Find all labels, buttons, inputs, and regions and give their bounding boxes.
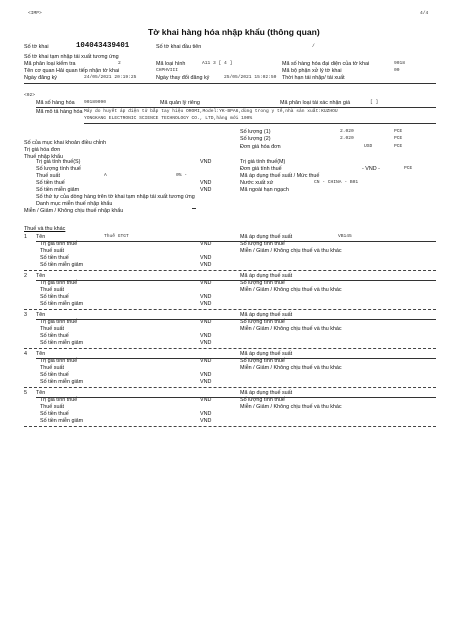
tax-thue-suat-label: Thuế suất bbox=[40, 365, 64, 371]
tax-tri-gia-currency: VND bbox=[200, 280, 212, 286]
tax-block-number: 1 bbox=[24, 234, 27, 240]
so-tien-thue-currency: VND bbox=[200, 180, 212, 186]
tax-ten-underline bbox=[36, 319, 436, 320]
so-luong-1-label: Số lượng (1) bbox=[240, 129, 271, 135]
tax-block-number: 3 bbox=[24, 312, 27, 318]
tax-tri-gia-currency: VND bbox=[200, 319, 212, 325]
ma-so-hh-dai-dien-label: Mã số hàng hóa đại diện của tờ khai bbox=[282, 61, 370, 67]
so-luong-2-unit: PCE bbox=[394, 136, 403, 141]
tax-so-tien-thue-label: Số tiền thuế bbox=[40, 255, 69, 261]
tax-tri-gia-currency: VND bbox=[200, 241, 212, 247]
tax-mien-giam-label: Miễn / Giảm / Không chịu thuế và thu khác bbox=[240, 365, 342, 371]
don-gia-tinh-thue-currency: - VND - bbox=[362, 166, 380, 172]
ngay-thay-doi-label: Ngày thay đổi đăng ký bbox=[156, 75, 210, 81]
general-underline bbox=[24, 83, 436, 84]
tax-tri-gia-label: Trị giá tính thuế bbox=[40, 319, 78, 325]
ten-co-quan-hq-value: CHPHVIII bbox=[156, 68, 179, 73]
tax-thue-suat-label: Thuế suất bbox=[40, 248, 64, 254]
so-thu-tu-label: Số thứ tự của dòng hàng trên tờ khai tạm nhập tái xuất tương ứng bbox=[36, 194, 195, 200]
slash: / bbox=[312, 44, 315, 49]
tax-so-tien-thue-currency: VND bbox=[200, 372, 212, 378]
ma-so-hh-dai-dien-value: 9018 bbox=[394, 61, 406, 66]
tax-tri-gia-currency: VND bbox=[200, 397, 212, 403]
tax-so-luong-label: Số lượng tính thuế bbox=[240, 280, 285, 286]
ma-mo-ta-label: Mã mô tả hàng hóa bbox=[36, 109, 83, 115]
tax-so-tien-mien-giam-label: Số tiền miễn giảm bbox=[40, 340, 84, 346]
mien-giam-dash bbox=[192, 208, 196, 209]
thue-suat-label: Thuế suất bbox=[36, 173, 60, 179]
tax-tri-gia-label: Trị giá tính thuế bbox=[40, 358, 78, 364]
so-to-khai-dau-tien-label: Số tờ khai đầu tiên bbox=[156, 44, 202, 50]
tax-ten-label: Tên bbox=[36, 390, 46, 396]
ma-bo-phan-xu-ly-value: 00 bbox=[394, 68, 400, 73]
ma-ap-dung-label: Mã áp dụng thuế suất / Mức thuế bbox=[240, 173, 320, 179]
danh-muc-mien-thue-label: Danh mục miễn thuế nhập khẩu bbox=[36, 201, 113, 207]
tax-so-tien-thue-label: Số tiền thuế bbox=[40, 411, 69, 417]
tax-thue-suat-label: Thuế suất bbox=[40, 287, 64, 293]
thue-suat-value: 0% - bbox=[176, 173, 188, 178]
ma-so-hang-hoa-label: Mã số hàng hóa bbox=[36, 100, 75, 106]
tax-so-tien-thue-label: Số tiền thuế bbox=[40, 333, 69, 339]
tax-ma-ap-dung-label: Mã áp dụng thuế suất bbox=[240, 312, 293, 318]
ma-phan-loai-tai-xac-nhan-value: [ ] bbox=[370, 100, 379, 105]
tax-so-luong-label: Số lượng tính thuế bbox=[240, 397, 285, 403]
tax-ma-ap-dung-label: Mã áp dụng thuế suất bbox=[240, 273, 293, 279]
so-tien-mien-giam-label: Số tiền miễn giảm bbox=[36, 187, 80, 193]
mo-ta-line-1: Máy do huyết áp điện tử bắp tay hiệu OROMI,Model:YK-BPA6,dùng trong y tế,nhà sản xuất:KUZHOU bbox=[84, 109, 338, 114]
tri-gia-tinh-thue-s-label: Trị giá tính thuế(S) bbox=[36, 159, 81, 165]
tax-ten-label: Tên bbox=[36, 312, 46, 318]
tax-ten-value: Thuế GTGT bbox=[104, 234, 129, 239]
tax-mien-giam-label: Miễn / Giảm / Không chịu thuế và thu khác bbox=[240, 326, 342, 332]
tax-so-tien-mien-giam-label: Số tiền miễn giảm bbox=[40, 301, 84, 307]
tax-so-tien-mien-giam-currency: VND bbox=[200, 379, 212, 385]
so-to-khai-tntx-label: Số tờ khai tạm nhập tái xuất tương ứng bbox=[24, 54, 119, 60]
tax-so-luong-label: Số lượng tính thuế bbox=[240, 358, 285, 364]
ma-bo-phan-xu-ly-label: Mã bộ phận xử lý tờ khai bbox=[282, 68, 342, 74]
ma-phan-loai-kiem-tra-value: 2 bbox=[118, 61, 121, 66]
tax-ma-ap-dung-value: VB145 bbox=[338, 234, 352, 239]
tax-thue-suat-label: Thuế suất bbox=[40, 404, 64, 410]
nuoc-xuat-xu-value: CN - CHINA - B01 bbox=[314, 180, 359, 185]
mien-giam-khong-chiu-label: Miễn / Giảm / Không chịu thuế nhập khẩu bbox=[24, 208, 124, 214]
tax-ten-underline bbox=[36, 397, 436, 398]
tax-ten-underline bbox=[36, 280, 436, 281]
tax-tri-gia-label: Trị giá tính thuế bbox=[40, 397, 78, 403]
so-to-khai-value: 104043439401 bbox=[76, 42, 130, 50]
so-luong-2-label: Số lượng (2) bbox=[240, 136, 271, 142]
tax-so-tien-mien-giam-label: Số tiền miễn giảm bbox=[40, 262, 84, 268]
tax-block-separator bbox=[24, 309, 436, 310]
tax-mien-giam-label: Miễn / Giảm / Không chịu thuế và thu khác bbox=[240, 248, 342, 254]
so-muc-khai-khoan-label: Số của mục khai khoản điều chỉnh bbox=[24, 140, 107, 146]
tax-ma-ap-dung-label: Mã áp dụng thuế suất bbox=[240, 234, 293, 240]
tax-tri-gia-label: Trị giá tính thuế bbox=[40, 280, 78, 286]
tax-so-tien-thue-label: Số tiền thuế bbox=[40, 372, 69, 378]
don-gia-tinh-thue-unit: PCE bbox=[404, 166, 413, 171]
tax-block-separator bbox=[24, 426, 436, 427]
tax-mien-giam-label: Miễn / Giảm / Không chịu thuế và thu khác bbox=[240, 404, 342, 410]
tax-so-tien-mien-giam-currency: VND bbox=[200, 340, 212, 346]
tax-tri-gia-label: Trị giá tính thuế bbox=[40, 241, 78, 247]
thue-nhap-khau-label: Thuế nhập khẩu bbox=[24, 154, 63, 160]
tax-so-tien-mien-giam-currency: VND bbox=[200, 418, 212, 424]
ma-phan-loai-kiem-tra-label: Mã phân loại kiểm tra bbox=[24, 61, 76, 67]
tax-so-luong-label: Số lượng tính thuế bbox=[240, 241, 285, 247]
tax-block-number: 4 bbox=[24, 351, 27, 357]
tax-thue-suat-label: Thuế suất bbox=[40, 326, 64, 332]
ma-loai-hinh-label: Mã loại hình bbox=[156, 61, 186, 67]
tax-so-tien-thue-currency: VND bbox=[200, 411, 212, 417]
tax-ten-underline bbox=[36, 241, 436, 242]
tax-so-tien-thue-currency: VND bbox=[200, 333, 212, 339]
ma-quan-ly-rieng-label: Mã quản lý riêng bbox=[160, 100, 200, 106]
tax-ten-label: Tên bbox=[36, 234, 46, 240]
tax-so-tien-mien-giam-label: Số tiền miễn giảm bbox=[40, 418, 84, 424]
tax-block-separator bbox=[24, 387, 436, 388]
mo-ta-line-2: YONGKANG ELECTRONIC SCIENCE TECHNOLOGY CO., LTD,hàng mới 100% bbox=[84, 116, 253, 121]
tri-gia-hoa-don-label: Trị giá hóa đơn bbox=[24, 147, 61, 153]
tri-gia-tinh-thue-m-label: Trị giá tính thuế(M) bbox=[240, 159, 286, 165]
ten-co-quan-hq-label: Tên cơ quan Hải quan tiếp nhận tờ khai bbox=[24, 68, 120, 74]
tax-ma-ap-dung-label: Mã áp dụng thuế suất bbox=[240, 351, 293, 357]
tax-tri-gia-currency: VND bbox=[200, 358, 212, 364]
tax-so-luong-label: Số lượng tính thuế bbox=[240, 319, 285, 325]
ma-so-underline bbox=[36, 107, 436, 108]
tax-so-tien-thue-label: Số tiền thuế bbox=[40, 294, 69, 300]
tax-so-tien-mien-giam-currency: VND bbox=[200, 301, 212, 307]
don-gia-currency: USD bbox=[364, 144, 373, 149]
tax-ten-label: Tên bbox=[36, 273, 46, 279]
tax-ten-underline bbox=[36, 358, 436, 359]
tax-block-number: 5 bbox=[24, 390, 27, 396]
thoi-han-label: Thời hạn tái nhập/ tái xuất bbox=[282, 75, 345, 81]
nuoc-xuat-xu-label: Nước xuất xứ bbox=[240, 180, 274, 186]
tax-so-tien-thue-currency: VND bbox=[200, 255, 212, 261]
don-gia-hoa-don-label: Đơn giá hóa đơn bbox=[240, 144, 281, 150]
tax-ten-label: Tên bbox=[36, 351, 46, 357]
tax-so-tien-thue-currency: VND bbox=[200, 294, 212, 300]
so-luong-1-unit: PCE bbox=[394, 129, 403, 134]
so-to-khai-label: Số tờ khai bbox=[24, 44, 49, 50]
mo-ta-underline bbox=[84, 123, 436, 124]
so-tien-thue-label: Số tiền thuế bbox=[36, 180, 65, 186]
ngay-dang-ky-label: Ngày đăng ký bbox=[24, 75, 57, 81]
so-tien-mien-giam-currency: VND bbox=[200, 187, 212, 193]
so-luong-tinh-thue-label: Số lượng tính thuế bbox=[36, 166, 81, 172]
ma-phan-loai-tai-xac-nhan-label: Mã phân loại tái xác nhận giá bbox=[280, 100, 351, 106]
tax-so-tien-mien-giam-label: Số tiền miễn giảm bbox=[40, 379, 84, 385]
tax-so-tien-mien-giam-currency: VND bbox=[200, 262, 212, 268]
page-number: 4/4 bbox=[420, 11, 429, 16]
page-title: Tờ khai hàng hóa nhập khẩu (thông quan) bbox=[148, 27, 320, 37]
ngay-thay-doi-value: 25/05/2021 15:02:50 bbox=[224, 75, 277, 80]
ma-loai-hinh-value: A11 3 [ 4 ] bbox=[202, 61, 233, 66]
thue-suat-code: A bbox=[104, 173, 107, 178]
ma-so-hang-hoa-value: 90189090 bbox=[84, 100, 107, 105]
item-index: <02> bbox=[24, 93, 36, 98]
ma-ngoai-han-ngach-label: Mã ngoài hạn ngạch bbox=[240, 187, 289, 193]
so-luong-2-value: 2.020 bbox=[340, 136, 354, 141]
tax-block-number: 2 bbox=[24, 273, 27, 279]
tax-mien-giam-label: Miễn / Giảm / Không chịu thuế và thu khác bbox=[240, 287, 342, 293]
tax-block-separator bbox=[24, 348, 436, 349]
don-gia-tinh-thue-label: Đơn giá tính thuế bbox=[240, 166, 282, 172]
don-gia-unit: PCE bbox=[394, 144, 403, 149]
tax-ma-ap-dung-label: Mã áp dụng thuế suất bbox=[240, 390, 293, 396]
ngay-dang-ky-value: 24/05/2021 20:19:25 bbox=[84, 75, 137, 80]
so-luong-1-value: 2.020 bbox=[340, 129, 354, 134]
tri-gia-tinh-thue-s-currency: VND bbox=[200, 159, 212, 165]
other-taxes-section-label: Thuế và thu khác bbox=[24, 226, 66, 232]
imp-code: <IMP> bbox=[28, 11, 42, 16]
tax-block-separator bbox=[24, 270, 436, 271]
